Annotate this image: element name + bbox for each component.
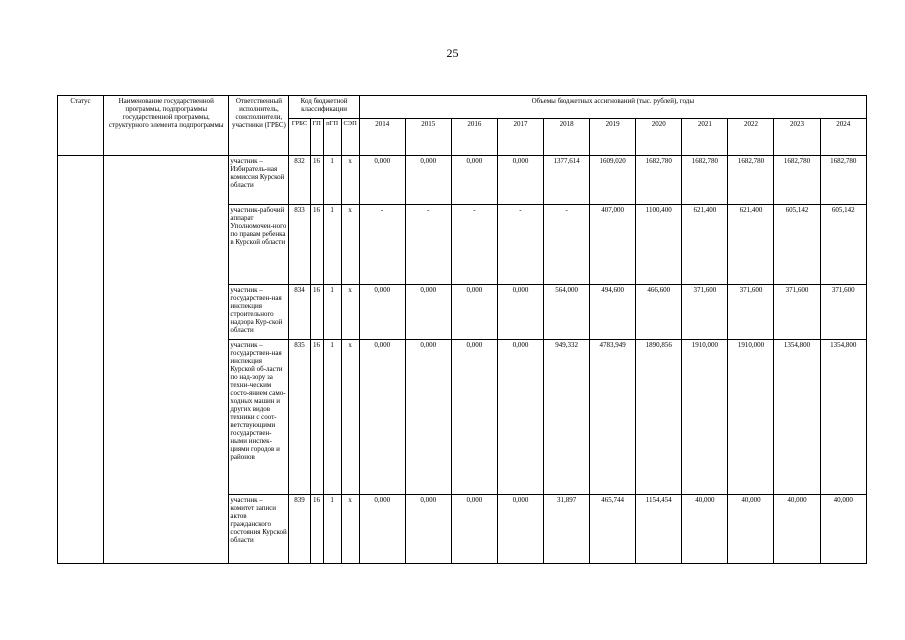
header-sep: СЭП [341, 119, 359, 156]
executor-cell: участник-рабочий аппарат Уполномочен-ного по правам ребенка в Курской области [229, 205, 289, 285]
sep-cell: х [341, 340, 359, 495]
value-cell: 1682,780 [682, 156, 728, 205]
value-cell: 0,000 [451, 340, 497, 495]
value-cell: 1354,800 [774, 340, 820, 495]
value-cell: 4783,949 [590, 340, 636, 495]
value-cell: 1377,614 [544, 156, 590, 205]
value-cell: 1682,780 [636, 156, 682, 205]
value-cell: 371,600 [774, 285, 820, 340]
value-cell: 0,000 [359, 340, 405, 495]
value-cell: 40,000 [774, 495, 820, 564]
executor-cell: участник – Избиратель-ная комиссия Курской области [229, 156, 289, 205]
value-cell: 621,400 [682, 205, 728, 285]
pgp-cell: 1 [323, 205, 341, 285]
value-cell: 1910,000 [682, 340, 728, 495]
value-cell: 1100,400 [636, 205, 682, 285]
sep-cell: х [341, 205, 359, 285]
header-year: 2021 [682, 119, 728, 156]
grbs-cell: 835 [289, 340, 310, 495]
value-cell: 1609,020 [590, 156, 636, 205]
value-cell: 0,000 [359, 156, 405, 205]
value-cell: 31,897 [544, 495, 590, 564]
table-row [58, 156, 867, 205]
value-cell: 371,600 [682, 285, 728, 340]
header-year: 2014 [359, 119, 405, 156]
header-year: 2022 [728, 119, 774, 156]
pgp-cell: 1 [323, 156, 341, 205]
value-cell: - [497, 205, 543, 285]
gp-cell: 16 [310, 495, 323, 564]
gp-cell: 16 [310, 156, 323, 205]
value-cell: 0,000 [497, 285, 543, 340]
value-cell: 407,000 [590, 205, 636, 285]
grbs-cell: 832 [289, 156, 310, 205]
header-volumes: Объемы бюджетных ассигнований (тыс. рублей), годы [359, 96, 866, 119]
header-gp: ГП [310, 119, 323, 156]
value-cell: 1354,800 [820, 340, 866, 495]
status-cell [58, 156, 104, 564]
header-year: 2020 [636, 119, 682, 156]
value-cell: 371,600 [820, 285, 866, 340]
header-name: Наименование государственной программы, подпрограммы государственной программы, структурного элемента подпрограммы [104, 96, 229, 156]
header-year: 2019 [590, 119, 636, 156]
header-year: 2023 [774, 119, 820, 156]
header-year: 2017 [497, 119, 543, 156]
value-cell: - [451, 205, 497, 285]
value-cell: 40,000 [728, 495, 774, 564]
value-cell: 605,142 [820, 205, 866, 285]
value-cell: 0,000 [405, 340, 451, 495]
value-cell: 494,600 [590, 285, 636, 340]
value-cell: 1682,780 [774, 156, 820, 205]
value-cell: 40,000 [820, 495, 866, 564]
page-number: 25 [446, 46, 459, 60]
pgp-cell: 1 [323, 495, 341, 564]
name-cell [104, 156, 229, 564]
grbs-cell: 839 [289, 495, 310, 564]
pgp-cell: 1 [323, 285, 341, 340]
grbs-cell: 834 [289, 285, 310, 340]
header-pgp: пГП [323, 119, 341, 156]
value-cell: - [405, 205, 451, 285]
value-cell: 466,600 [636, 285, 682, 340]
gp-cell: 16 [310, 285, 323, 340]
header-executor: Ответственный исполнитель, соисполнители, участники (ГРБС) [229, 96, 289, 156]
value-cell: 0,000 [451, 156, 497, 205]
value-cell: 0,000 [359, 495, 405, 564]
value-cell: 0,000 [497, 156, 543, 205]
value-cell: - [544, 205, 590, 285]
value-cell: 1682,780 [728, 156, 774, 205]
value-cell: 40,000 [682, 495, 728, 564]
value-cell: 0,000 [497, 340, 543, 495]
value-cell: 621,400 [728, 205, 774, 285]
value-cell: 465,744 [590, 495, 636, 564]
grbs-cell: 833 [289, 205, 310, 285]
header-year: 2016 [451, 119, 497, 156]
value-cell: - [359, 205, 405, 285]
executor-cell: участник – государствен-ная инспекция Курской об-ласти по над-зору за техни-ческим состо-янием само-ходных машин и других видов техники с соот-ветствующими государствен-ными инспек-циями городов и районов [229, 340, 289, 495]
value-cell: 0,000 [405, 285, 451, 340]
header-year: 2024 [820, 119, 866, 156]
sep-cell: х [341, 156, 359, 205]
sep-cell: х [341, 285, 359, 340]
executor-cell: участник – государствен-ная инспекция строительного надзора Кур-ской области [229, 285, 289, 340]
header-grbs: ГРБС [289, 119, 310, 156]
value-cell: 1154,454 [636, 495, 682, 564]
value-cell: 949,332 [544, 340, 590, 495]
value-cell: 1910,000 [728, 340, 774, 495]
header-year: 2015 [405, 119, 451, 156]
header-status: Статус [58, 96, 104, 156]
value-cell: 0,000 [405, 156, 451, 205]
value-cell: 564,000 [544, 285, 590, 340]
value-cell: 1890,856 [636, 340, 682, 495]
value-cell: 605,142 [774, 205, 820, 285]
sep-cell: х [341, 495, 359, 564]
value-cell: 0,000 [497, 495, 543, 564]
value-cell: 371,600 [728, 285, 774, 340]
executor-cell: участник – комитет записи актов гражданского состояния Курской области [229, 495, 289, 564]
header-budget-code: Код бюджетной классификации [289, 96, 359, 119]
value-cell: 1682,780 [820, 156, 866, 205]
value-cell: 0,000 [451, 495, 497, 564]
value-cell: 0,000 [359, 285, 405, 340]
header-year: 2018 [544, 119, 590, 156]
gp-cell: 16 [310, 340, 323, 495]
value-cell: 0,000 [405, 495, 451, 564]
value-cell: 0,000 [451, 285, 497, 340]
budget-table [57, 95, 867, 564]
gp-cell: 16 [310, 205, 323, 285]
pgp-cell: 1 [323, 340, 341, 495]
